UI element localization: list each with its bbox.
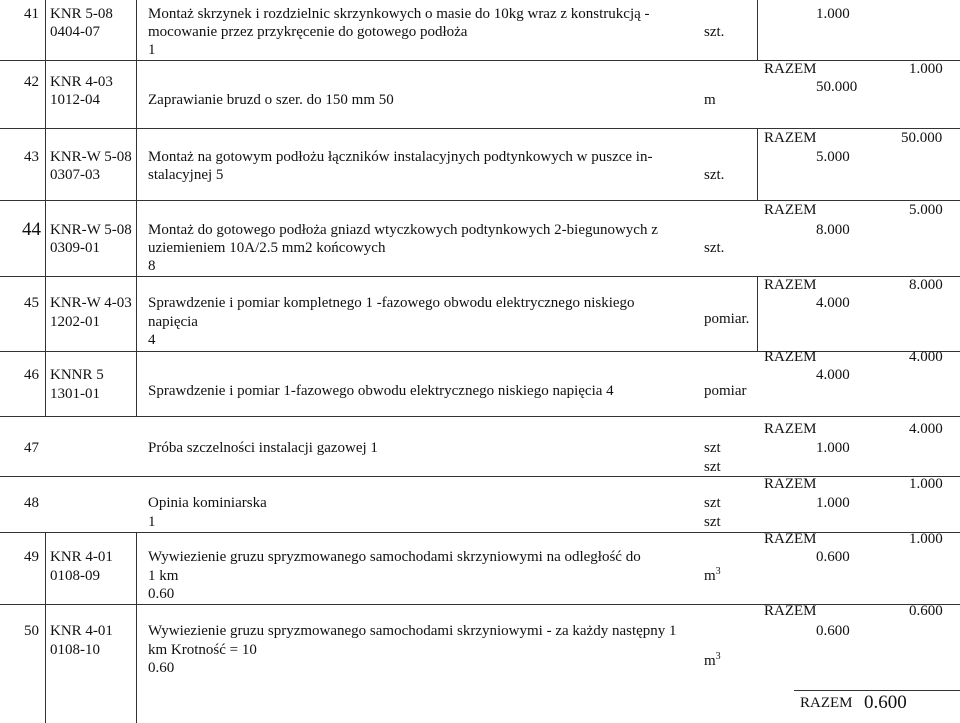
row-41-quantity: 1.000	[816, 6, 850, 22]
row-47-unit-repeat: szt	[704, 459, 721, 475]
row-50-description-line2: km Krotność = 10	[148, 642, 257, 658]
row-48-razem-label: RAZEM	[764, 531, 817, 547]
row-42-description: Zaprawianie bruzd o szer. do 150 mm 50	[148, 92, 394, 108]
row-45-description-line3: 4	[148, 332, 156, 348]
row-46-code: KNNR 5	[50, 367, 104, 383]
row-46-razem-label: RAZEM	[764, 421, 817, 437]
row-48-unit: szt	[704, 495, 721, 511]
row-44-unit: szt.	[704, 240, 725, 256]
row-46-code-sub: 1301-01	[50, 386, 100, 402]
row-50-description-line3: 0.60	[148, 660, 175, 676]
row-50-unit-base: m	[704, 653, 716, 669]
row-43-description-line2: stalacyjnej 5	[148, 167, 224, 183]
row-46-divider	[0, 416, 960, 417]
row-42-razem-label: RAZEM	[764, 130, 817, 146]
column-rule-unit-b	[757, 128, 758, 200]
row-41-code-sub: 0404-07	[50, 24, 100, 40]
row-50-quantity: 0.600	[816, 623, 850, 639]
row-44-number: 44	[22, 219, 41, 240]
row-42-code-sub: 1012-04	[50, 92, 100, 108]
row-43-razem-value: 5.000	[909, 202, 943, 218]
row-47-quantity: 1.000	[816, 440, 850, 456]
row-49-razem-label: RAZEM	[764, 603, 817, 619]
row-44-description-line3: 8	[148, 258, 156, 274]
row-44-quantity: 8.000	[816, 222, 850, 238]
row-43-unit: szt.	[704, 167, 725, 183]
column-rule-number-c	[45, 532, 46, 723]
row-46-description: Sprawdzenie i pomiar 1-fazowego obwodu elektrycznego niskiego napięcia 4	[148, 383, 614, 399]
row-45-number: 45	[24, 295, 39, 311]
row-48-quantity: 1.000	[816, 495, 850, 511]
row-50-divider	[794, 690, 960, 691]
row-48-description: Opinia kominiarska	[148, 495, 267, 511]
row-49-description-line2: 1 km	[148, 568, 179, 584]
row-48-description-line2: 1	[148, 514, 156, 530]
row-46-quantity: 4.000	[816, 367, 850, 383]
row-45-razem-label: RAZEM	[764, 349, 817, 365]
column-rule-code-a	[136, 0, 137, 416]
row-45-description-line2: napięcia	[148, 314, 198, 330]
row-43-code-sub: 0307-03	[50, 167, 100, 183]
row-50-unit-exponent: 3	[715, 651, 721, 662]
row-41-description-line2: mocowanie przez przykręcenie do gotowego podłoża	[148, 24, 468, 40]
row-50-unit	[704, 652, 721, 670]
row-46-unit: pomiar	[704, 383, 747, 399]
column-rule-number-a	[45, 0, 46, 128]
row-42-razem-value: 50.000	[901, 130, 943, 146]
row-42-unit: m	[704, 92, 716, 108]
row-44-code: KNR-W 5-08	[50, 222, 132, 238]
row-47-razem-label: RAZEM	[764, 476, 817, 492]
row-47-description: Próba szczelności instalacji gazowej 1	[148, 440, 378, 456]
row-41-code: KNR 5-08	[50, 6, 113, 22]
row-45-razem-value: 4.000	[909, 349, 943, 365]
row-41-razem-label: RAZEM	[764, 61, 817, 77]
row-41-number: 41	[24, 6, 39, 22]
row-50-code: KNR 4-01	[50, 623, 113, 639]
row-50-razem-label: RAZEM	[800, 695, 853, 711]
row-47-unit: szt	[704, 440, 721, 456]
row-44-code-sub: 0309-01	[50, 240, 100, 256]
row-46-number: 46	[24, 367, 39, 383]
row-49-number: 49	[24, 549, 39, 565]
row-50-number: 50	[24, 623, 39, 639]
row-42-code: KNR 4-03	[50, 74, 113, 90]
row-48-unit-repeat: szt	[704, 514, 721, 530]
column-rule-unit-a	[757, 0, 758, 60]
row-43-quantity: 5.000	[816, 149, 850, 165]
row-42-number: 42	[24, 74, 39, 90]
row-49-quantity: 0.600	[816, 549, 850, 565]
row-49-razem-value: 0.600	[909, 603, 943, 619]
row-45-code: KNR-W 4-03	[50, 295, 132, 311]
row-43-description: Montaż na gotowym podłożu łączników instalacyjnych podtynkowych w puszce in-	[148, 149, 653, 165]
row-41-unit: szt.	[704, 24, 725, 40]
row-43-code: KNR-W 5-08	[50, 149, 132, 165]
row-49-code: KNR 4-01	[50, 549, 113, 565]
column-rule-number-b	[45, 128, 46, 416]
row-41-description-line3: 1	[148, 42, 156, 58]
row-50-description: Wywiezienie gruzu spryzmowanego samochodami skrzyniowymi - za każdy następny 1	[148, 623, 677, 639]
row-48-razem-value: 1.000	[909, 531, 943, 547]
row-50-code-sub: 0108-10	[50, 642, 100, 658]
row-44-razem-value: 8.000	[909, 277, 943, 293]
row-43-number: 43	[24, 149, 39, 165]
row-45-code-sub: 1202-01	[50, 314, 100, 330]
row-45-quantity: 4.000	[816, 295, 850, 311]
row-47-number: 47	[24, 440, 39, 456]
row-44-razem-label: RAZEM	[764, 277, 817, 293]
row-50-razem-value: 0.600	[864, 692, 907, 713]
row-41-description: Montaż skrzynek i rozdzielnic skrzynkowych o masie do 10kg wraz z konstrukcją -	[148, 6, 650, 22]
row-44-description-line2: uziemieniem 10A/2.5 mm2 końcowych	[148, 240, 386, 256]
row-47-razem-value: 1.000	[909, 476, 943, 492]
column-rule-unit-c	[757, 276, 758, 351]
row-49-unit-exponent: 3	[715, 566, 721, 577]
row-45-unit: pomiar.	[704, 311, 750, 327]
row-41-razem-value: 1.000	[909, 61, 943, 77]
row-42-quantity: 50.000	[816, 79, 858, 95]
row-49-description: Wywiezienie gruzu spryzmowanego samochodami skrzyniowymi na odległość do	[148, 549, 641, 565]
row-45-description: Sprawdzenie i pomiar kompletnego 1 -fazowego obwodu elektrycznego niskiego	[148, 295, 635, 311]
column-rule-code-b	[136, 532, 137, 723]
row-49-code-sub: 0108-09	[50, 568, 100, 584]
row-43-razem-label: RAZEM	[764, 202, 817, 218]
row-49-unit	[704, 567, 721, 585]
row-49-description-line3: 0.60	[148, 586, 175, 602]
row-48-number: 48	[24, 495, 39, 511]
row-49-unit-base: m	[704, 568, 716, 584]
row-46-razem-value: 4.000	[909, 421, 943, 437]
row-44-description: Montaż do gotowego podłoża gniazd wtyczkowych podtynkowych 2-biegunowych z	[148, 222, 658, 238]
